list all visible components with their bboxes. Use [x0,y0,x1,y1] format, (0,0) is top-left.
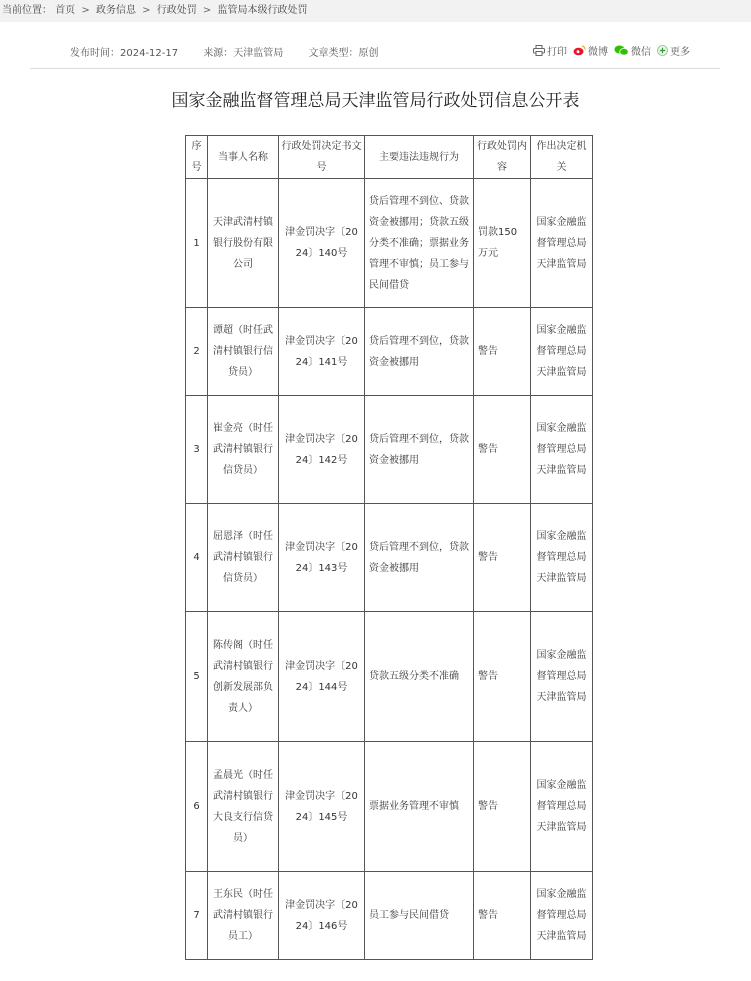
header-name: 当事人名称 [208,136,279,179]
row-party-name: 谭超（时任武清村镇银行信贷员） [208,308,279,396]
weibo-icon [573,45,586,56]
row-doc-number: 津金罚决字〔2024〕146号 [279,872,365,960]
row-penalty: 警告 [474,308,531,396]
header-no: 序号 [186,136,208,179]
row-doc-number: 津金罚决字〔2024〕142号 [279,396,365,504]
print-label: 打印 [547,47,567,58]
row-violation: 贷后管理不到位，贷款资金被挪用 [365,308,474,396]
table-header-row [186,136,593,179]
header-authority: 作出决定机关 [531,136,593,179]
wechat-label: 微信 [631,47,651,58]
row-penalty: 警告 [474,612,531,742]
row-no: 5 [186,612,208,742]
table-row [186,396,593,504]
row-authority: 国家金融监督管理总局天津监管局 [531,612,593,742]
row-no: 2 [186,308,208,396]
header-violation: 主要违法违规行为 [365,136,474,179]
breadcrumb-separator: > [202,5,212,16]
row-authority: 国家金融监督管理总局天津监管局 [531,308,593,396]
row-penalty: 警告 [474,872,531,960]
row-violation: 贷后管理不到位，贷款资金被挪用 [365,396,474,504]
row-no: 6 [186,742,208,872]
print-button[interactable] [533,43,567,58]
row-authority: 国家金融监督管理总局天津监管局 [531,504,593,612]
more-label: 更多 [670,47,690,58]
row-no: 3 [186,396,208,504]
page-title: 国家金融监督管理总局天津监管局行政处罚信息公开表 [171,91,580,111]
wechat-button[interactable] [614,43,651,58]
row-penalty: 警告 [474,504,531,612]
more-share-button[interactable] [657,43,690,58]
row-violation: 贷后管理不到位，贷款资金被挪用 [365,504,474,612]
row-party-name: 王东民（时任武清村镇银行员工） [208,872,279,960]
breadcrumb-gov-info-link[interactable]: 政务信息 [95,5,136,16]
row-no: 1 [186,179,208,308]
row-penalty: 警告 [474,396,531,504]
row-authority: 国家金融监督管理总局天津监管局 [531,179,593,308]
row-doc-number: 津金罚决字〔2024〕144号 [279,612,365,742]
table-row [186,742,593,872]
table-row [186,872,593,960]
row-party-name: 天津武清村镇银行股份有限公司 [208,179,279,308]
row-party-name: 陈传阁（时任武清村镇银行创新发展部负责人） [208,612,279,742]
publish-date: 发布时间：2024-12-17 [70,48,179,59]
table-row [186,612,593,742]
plus-circle-icon [657,45,668,56]
article-meta [70,44,401,59]
weibo-button[interactable] [573,43,608,58]
row-authority: 国家金融监督管理总局天津监管局 [531,872,593,960]
row-violation: 贷后管理不到位、贷款资金被挪用；贷款五级分类不准确；票据业务管理不审慎；员工参与民间借贷 [365,179,474,308]
table-row [186,179,593,308]
breadcrumb-penalty-link[interactable]: 行政处罚 [156,5,197,16]
breadcrumb-separator: > [142,5,151,16]
row-violation: 员工参与民间借贷 [365,872,474,960]
row-party-name: 孟晨光（时任武清村镇银行大良支行信贷员） [208,742,279,872]
row-doc-number: 津金罚决字〔2024〕145号 [279,742,365,872]
penalty-table [185,135,593,960]
row-doc-number: 津金罚决字〔2024〕140号 [279,179,365,308]
breadcrumb-home-link[interactable]: 首页 [55,5,76,16]
table-row [186,504,593,612]
breadcrumb-prefix: 当前位置： [2,5,52,16]
header-penalty: 行政处罚内容 [474,136,531,179]
printer-icon [533,45,545,56]
row-party-name: 崔金亮（时任武清村镇银行信贷员） [208,396,279,504]
row-penalty: 警告 [474,742,531,872]
article-type: 文章类型：原创 [308,48,379,59]
header-doc-number: 行政处罚决定书文号 [279,136,365,179]
row-doc-number: 津金罚决字〔2024〕141号 [279,308,365,396]
breadcrumb [0,0,751,22]
weibo-label: 微博 [588,47,608,58]
breadcrumb-local-penalty-link[interactable]: 监管局本级行政处罚 [217,5,308,16]
row-doc-number: 津金罚决字〔2024〕143号 [279,504,365,612]
article-source: 来源：天津监管局 [203,48,284,59]
row-no: 7 [186,872,208,960]
table-row [186,308,593,396]
row-violation: 票据业务管理不审慎 [365,742,474,872]
row-party-name: 屈恩泽（时任武清村镇银行信贷员） [208,504,279,612]
header-divider [30,68,720,69]
row-authority: 国家金融监督管理总局天津监管局 [531,742,593,872]
row-authority: 国家金融监督管理总局天津监管局 [531,396,593,504]
row-no: 4 [186,504,208,612]
row-violation: 贷款五级分类不准确 [365,612,474,742]
wechat-icon [614,45,629,56]
breadcrumb-separator: > [81,5,90,16]
row-penalty: 罚款150万元 [474,179,531,308]
share-bar [533,43,696,58]
